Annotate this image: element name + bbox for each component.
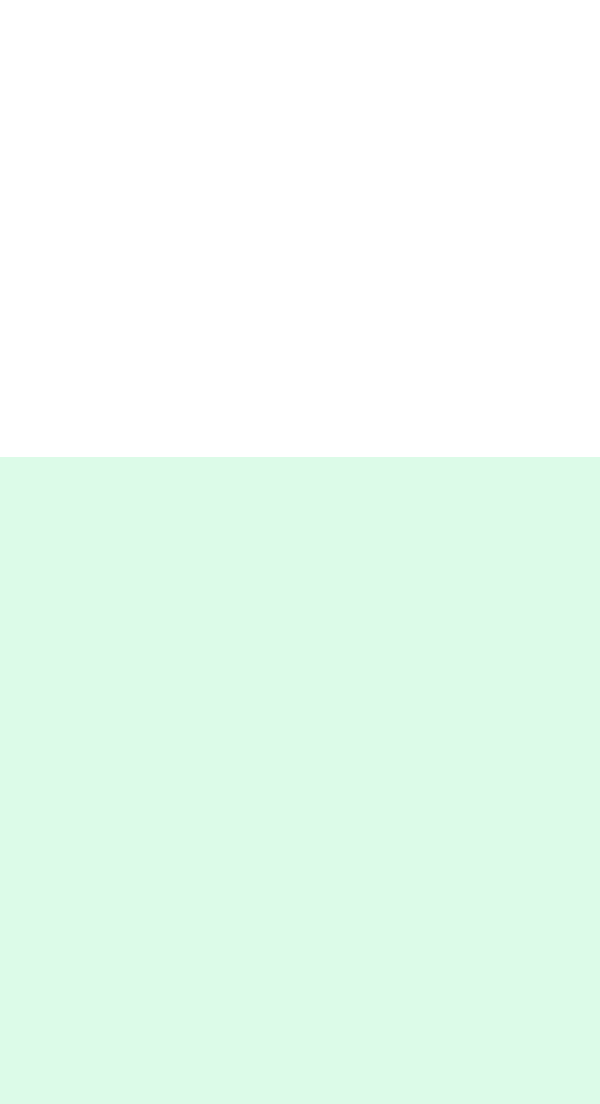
answer-block (0, 457, 600, 1104)
site-header (0, 0, 600, 26)
text-block-original (0, 26, 600, 457)
